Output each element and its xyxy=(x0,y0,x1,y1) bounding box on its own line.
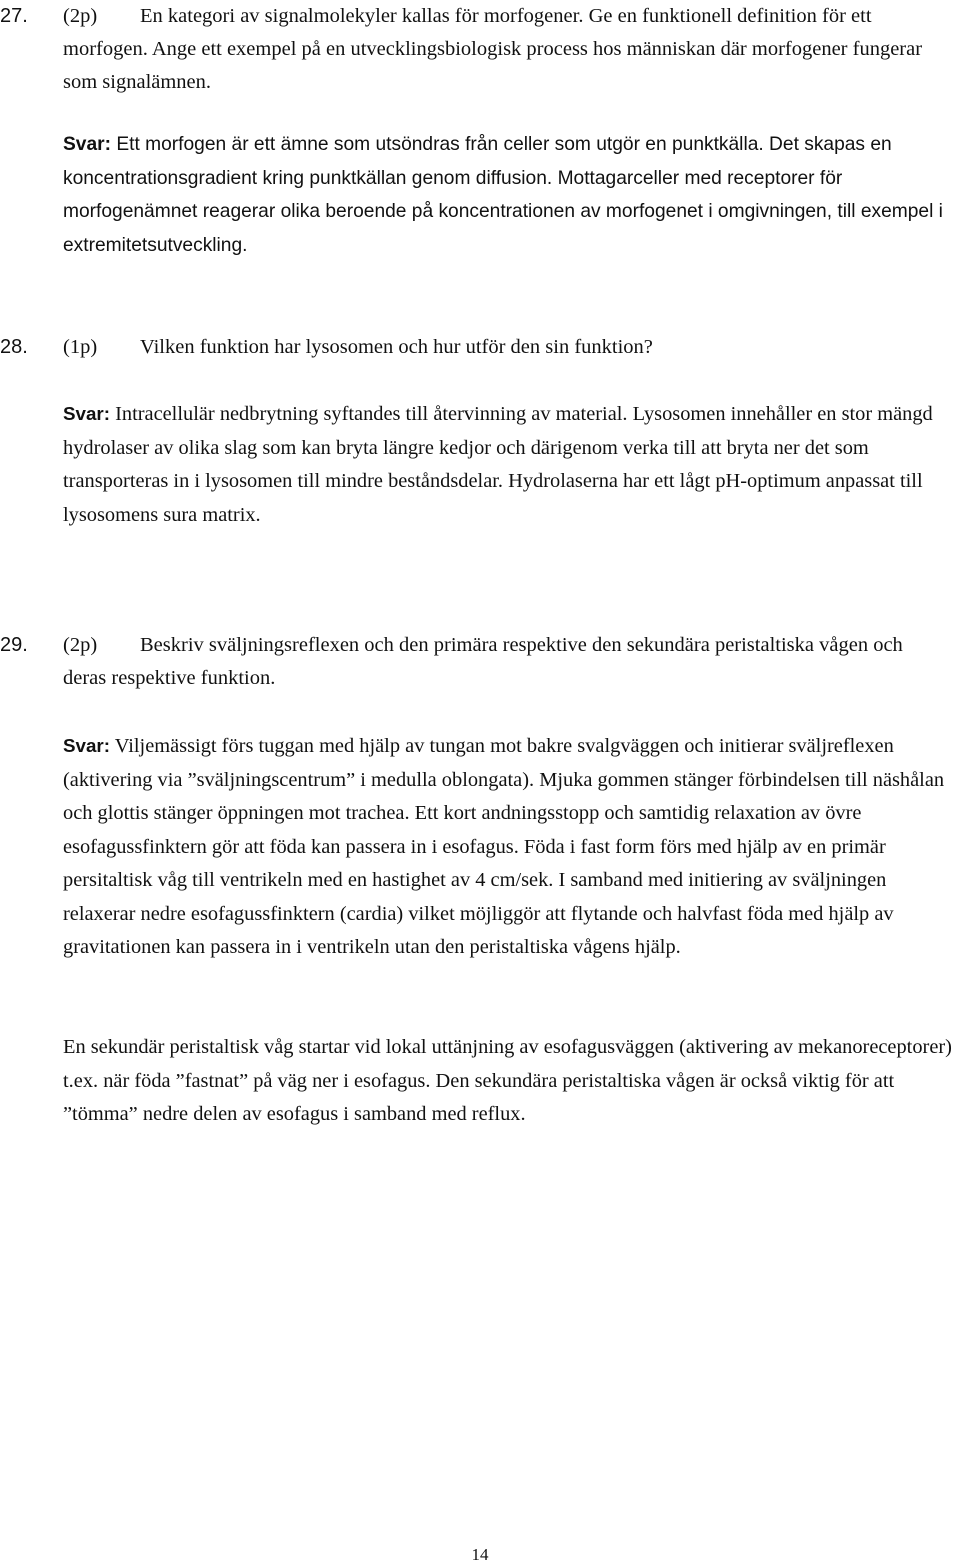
page-number: 14 xyxy=(471,1545,489,1564)
question-number: 29. xyxy=(0,634,28,656)
answer-label: Svar: xyxy=(63,403,110,424)
question-text: Vilken funktion har lysosomen och hur utför den sin funktion? xyxy=(140,336,653,358)
answer-27 xyxy=(63,128,958,262)
question-text: Beskriv sväljningsreflexen och den primära respektive den sekundära peristaltiska vågen och deras respektive funktion. xyxy=(63,634,903,689)
question-text-body: En kategori av signalmolekyler kallas för morfogener. Ge en funktionell definition för ett morfogen. Ange ett exempel på en utvecklingsbiologisk process hos människan där morfogener fungerar som signalämnen. xyxy=(63,5,923,93)
answer-28 xyxy=(63,397,958,532)
answer-text: Intracellulär nedbrytning syftandes till återvinning av material. Lysosomen innehåller en stor mängd hydrolaser av olika slag som kan bryta längre kedjor och därigenom verka till att bryta ner det som transporteras in i lysosomen till mindre beståndsdelar. Hydrolaserna har ett lågt pH-optimum anpassat till lysosomens sura matrix. xyxy=(63,403,933,526)
answer-text: Viljemässigt förs tuggan med hjälp av tungan mot bakre svalgväggen och initierar sväljreflexen (aktivering via ”sväljningscentrum” i medulla oblongata). Mjuka gommen stänger förbindelsen till näshålan och glottis stänger öppningen mot trachea. Ett kort andningsstopp och samtidig relaxation av övre esofagussfinktern gör att föda kan passera in i esofagus. Föda i fast form förs med hjälp av en primär persitaltisk våg till ventrikeln med en hastighet av 4 cm/sek. I samband med initiering av sväljningen relaxerar nedre esofagussfinktern (cardia) vilket möjliggör att flytande och halvfast föda med hjälp av gravitationen kan passera in i ventrikeln utan den peristaltiska vågens hjälp. xyxy=(63,735,945,958)
answer-29 xyxy=(63,729,958,965)
question-points: (1p) xyxy=(63,336,98,358)
question-number: 27. xyxy=(0,5,28,27)
answer-text: Ett morfogen är ett ämne som utsöndras från celler som utgör en punktkälla. Det skapas en koncentrationsgradient kring punktkällan genom diffusion. Mottagarceller med receptorer för morfogenämnet reagerar olika beroende på koncentrationen av morfogenet i omgivningen, till exempel i extremitetsutveckling. xyxy=(63,134,943,256)
answer-29-continued xyxy=(63,1031,958,1132)
answer-text: En sekundär peristaltisk våg startar vid lokal uttänjning av esofagusväggen (aktivering av mekanoreceptorer) t.ex. när föda ”fastnat” på väg ner i esofagus. Den sekundära peristaltiska vågen är också viktig för att ”tömma” nedre delen av esofagus i samband med reflux. xyxy=(63,1036,952,1125)
question-number: 28. xyxy=(0,336,28,358)
question-text: (2p) En kategori av signalmolekyler kallas för morfogener. Ge en funktionell definition för ett morfogen. Ange ett exempel på en utvecklingsbiologisk process hos människan där morfogener fungerar som signalämnen. xyxy=(63,5,923,93)
answer-label: Svar: xyxy=(63,735,110,756)
answer-label: Svar: xyxy=(63,134,111,155)
question-points: (2p) xyxy=(63,634,98,656)
